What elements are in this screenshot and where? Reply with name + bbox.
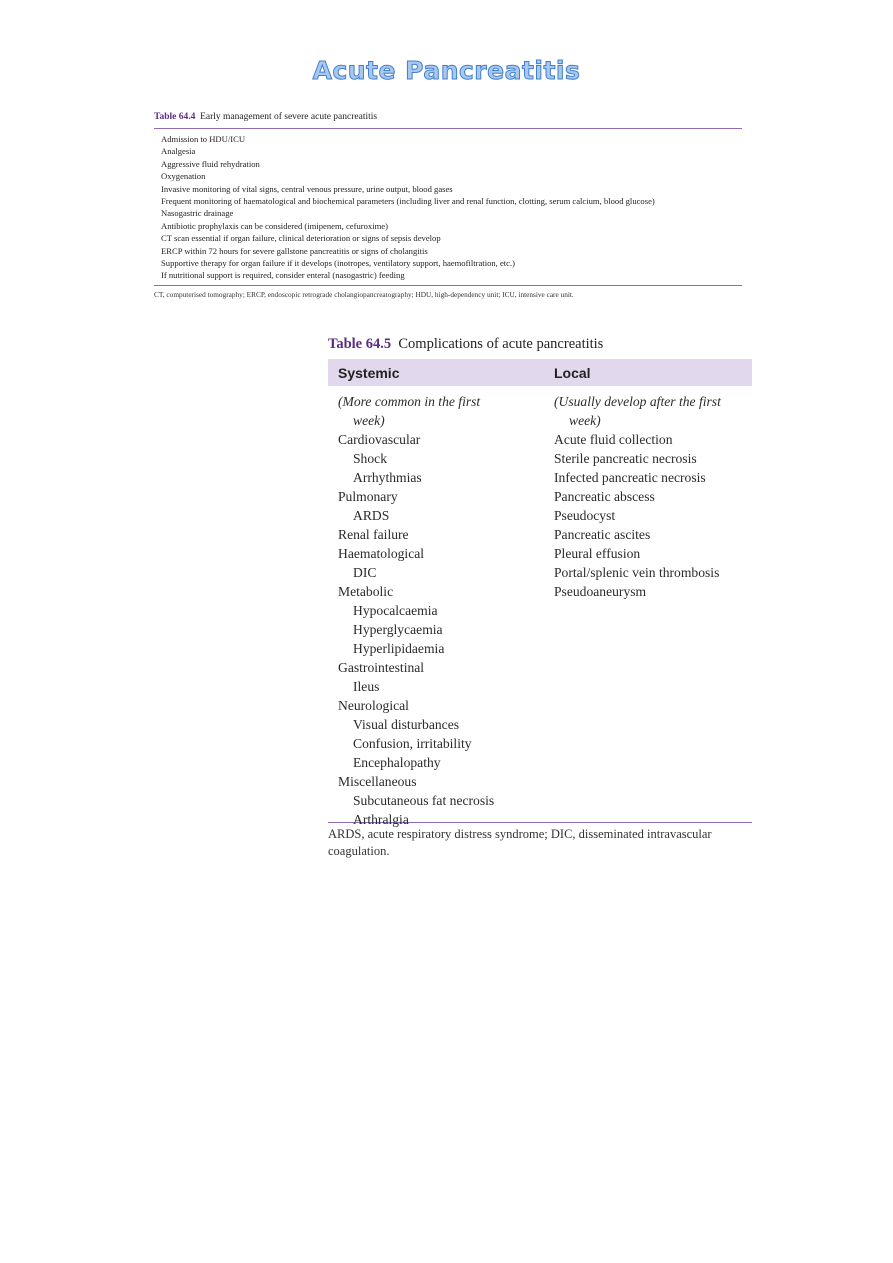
- local-item: Portal/splenic vein thrombosis: [554, 565, 720, 580]
- category-item: Renal failure: [338, 527, 409, 542]
- table-number: Table 64.5: [328, 336, 392, 352]
- sub-item: Shock: [353, 451, 387, 466]
- caption-text: Complications of acute pancreatitis: [398, 336, 604, 352]
- table-64-4: [154, 110, 742, 299]
- sub-item: Ileus: [353, 679, 380, 694]
- page-title: Acute Pancreatitis: [312, 56, 581, 85]
- list-item: ERCP within 72 hours for severe gallstone pancreatitis or signs of cholangitis: [161, 245, 428, 256]
- category-item: Haematological: [338, 546, 425, 561]
- sub-item: DIC: [353, 565, 377, 580]
- category-item: Cardiovascular: [338, 432, 421, 447]
- local-item: Pancreatic abscess: [554, 489, 655, 504]
- header-local: Local: [554, 364, 591, 381]
- list-item: Admission to HDU/ICU: [161, 134, 246, 144]
- table-64-5-footnote: ARDS, acute respiratory distress syndrome; DIC, disseminated intravascular coagulation.: [328, 827, 712, 858]
- sub-item: Visual disturbances: [353, 717, 460, 732]
- sub-item: ARDS: [353, 508, 390, 523]
- local-item: Pseudocyst: [554, 508, 616, 523]
- list-item: Supportive therapy for organ failure if it develops (inotropes, ventilatory support, haemofiltration, etc.): [161, 258, 515, 269]
- divider: [154, 285, 742, 286]
- sub-item: Confusion, irritability: [353, 736, 472, 751]
- list-item: Oxygenation: [161, 171, 206, 182]
- local-item: Pleural effusion: [554, 546, 641, 561]
- caption-text: Early management of severe acute pancreatitis: [200, 112, 378, 122]
- sub-item: Encephalopathy: [353, 755, 441, 770]
- category-item: Neurological: [338, 698, 409, 713]
- header-systemic: Systemic: [338, 364, 400, 381]
- local-item: Infected pancreatic necrosis: [554, 470, 706, 485]
- table-64-4-footnote: CT, computerised tomography; ERCP, endoscopic retrograde cholangiopancreatography; HDU, high-dependency unit; ICU, intensive care unit.: [154, 289, 574, 299]
- list-item: Frequent monitoring of haematological and biochemical parameters (including liver and renal function, clotting, serum calcium, blood glucose): [161, 196, 655, 207]
- sub-item: Hypocalcaemia: [353, 603, 438, 618]
- list-item: Nasogastric drainage: [161, 208, 234, 219]
- list-item: Analgesia: [161, 146, 196, 157]
- category-item: Gastrointestinal: [338, 660, 425, 675]
- sub-item: Subcutaneous fat necrosis: [353, 793, 495, 808]
- management-list: [154, 129, 742, 285]
- category-item: Miscellaneous: [338, 774, 417, 789]
- list-item: Invasive monitoring of vital signs, central venous pressure, urine output, blood gases: [161, 183, 453, 194]
- local-item: Pseudoaneurysm: [554, 584, 647, 599]
- table-64-5-caption: [328, 334, 752, 359]
- table-header: [328, 359, 752, 386]
- sub-item: Arthralgia: [353, 812, 409, 827]
- local-item: Acute fluid collection: [554, 432, 673, 447]
- list-item: CT scan essential if organ failure, clinical deterioration or signs of sepsis develop: [161, 233, 441, 244]
- column-note: (Usually develop after the first: [554, 394, 721, 409]
- table-64-4-caption: [154, 110, 742, 128]
- local-item: Pancreatic ascites: [554, 527, 651, 542]
- category-item: Pulmonary: [338, 489, 398, 504]
- table-64-5: [328, 334, 752, 860]
- category-item: Metabolic: [338, 584, 394, 599]
- table-number: Table 64.4: [154, 112, 196, 122]
- systemic-column: [328, 392, 545, 827]
- local-column: [545, 392, 752, 822]
- column-note: (More common in the first: [338, 394, 481, 409]
- table-body: [328, 386, 752, 827]
- list-item: Aggressive fluid rehydration: [161, 158, 260, 169]
- sub-item: Arrhythmias: [353, 470, 422, 485]
- list-item: Antibiotic prophylaxis can be considered (imipenem, cefuroxime): [161, 220, 388, 231]
- local-item: Sterile pancreatic necrosis: [554, 451, 697, 466]
- list-item: If nutritional support is required, consider enteral (nasogastric) feeding: [161, 270, 405, 281]
- column-note: week): [569, 413, 601, 428]
- sub-item: Hyperlipidaemia: [353, 641, 445, 656]
- sub-item: Hyperglycaemia: [353, 622, 443, 637]
- column-note: week): [353, 413, 385, 428]
